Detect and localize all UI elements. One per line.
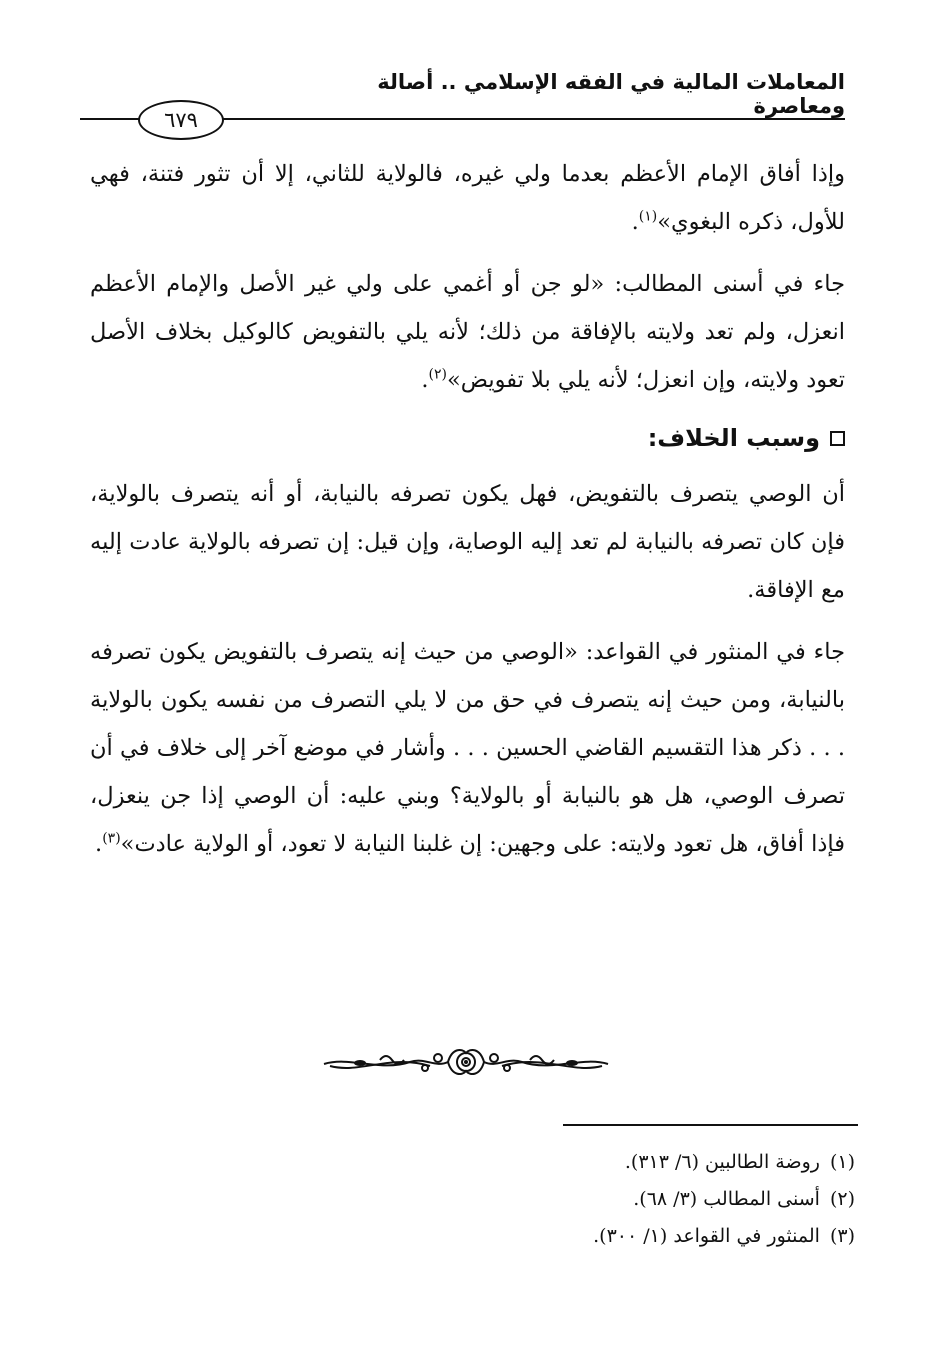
paragraph-2 <box>90 260 845 404</box>
paragraph-2-end: . <box>421 367 429 393</box>
footnote-2-text: أسنى المطالب (٣/ ٦٨). <box>633 1188 820 1210</box>
footnote-separator <box>563 1124 858 1126</box>
footnote-ref-3: (٣) <box>102 830 121 847</box>
paragraph-1 <box>90 150 845 246</box>
footnote-ref-1: (١) <box>638 208 658 225</box>
footnote-2-number: (٢) <box>829 1188 855 1210</box>
footnote-ref-2: (٢) <box>428 366 447 383</box>
paragraph-1-text: وإذا أفاق الإمام الأعظم بعدما ولي غيره، فالولاية للثاني، إلا أن تثور فتنة، فهي للأول، ذكره البغوي» <box>90 161 845 235</box>
paragraph-1-end: . <box>631 209 639 235</box>
footnote-2 <box>355 1181 855 1218</box>
paragraph-3-text: أن الوصي يتصرف بالتفويض، فهل يكون تصرفه بالنيابة، أو أنه يتصرف بالولاية، فإن كان تصرفه بالنيابة لم تعد إليه الوصاية، وإن قيل: إن تصرفه بالولاية عادت إليه مع الإفاقة. <box>90 481 845 603</box>
footnote-3 <box>355 1218 855 1255</box>
paragraph-4 <box>90 628 845 868</box>
footnotes <box>355 1144 855 1255</box>
running-title: المعاملات المالية في الفقه الإسلامي .. أصالة ومعاصرة <box>377 70 845 118</box>
paragraph-2-text: جاء في أسنى المطالب: «لو جن أو أغمي على ولي غير الأصل والإمام الأعظم انعزل، ولم تعد ولايته بالإفاقة من ذلك؛ لأنه يلي بالتفويض كالوكيل بخلاف الأصل تعود ولايته، وإن انعزل؛ لأنه يلي بلا تفويض» <box>90 271 845 393</box>
section-heading <box>90 414 845 462</box>
footnote-3-number: (٣) <box>829 1225 855 1247</box>
section-heading-text: وسبب الخلاف: <box>647 424 820 452</box>
main-text <box>90 150 845 868</box>
footnote-1-text: روضة الطالبين (٦/ ٣١٣). <box>624 1151 820 1173</box>
paragraph-4-end: . <box>95 831 103 857</box>
square-bullet-icon <box>830 431 845 446</box>
paragraph-3 <box>90 470 845 614</box>
page-number: ٦٧٩ <box>138 100 224 140</box>
footnote-1 <box>355 1144 855 1181</box>
footnote-1-number: (١) <box>829 1151 855 1173</box>
ornamental-divider-icon <box>320 1042 612 1082</box>
paragraph-4-text: جاء في المنثور في القواعد: «الوصي من حيث إنه يتصرف بالتفويض يكون تصرفه بالنيابة، ومن حيث إنه يتصرف في حق من لا يلي التصرف من نفسه يكون بالولاية . . . ذكر هذا التقسيم القاضي الحسين . . . وأشار في موضع آخر إلى خلاف في أن تصرف الوصي، هل هو بالنيابة أو بالولاية؟ وبني عليه: أن الوصي إذا جن ينعزل، فإذا أفاق، هل تعود ولايته: على وجهين: إن غلبنا النيابة لا تعود، أو الولاية عادت» <box>90 639 845 857</box>
footnote-3-text: المنثور في القواعد (١/ ٣٠٠). <box>593 1225 820 1247</box>
